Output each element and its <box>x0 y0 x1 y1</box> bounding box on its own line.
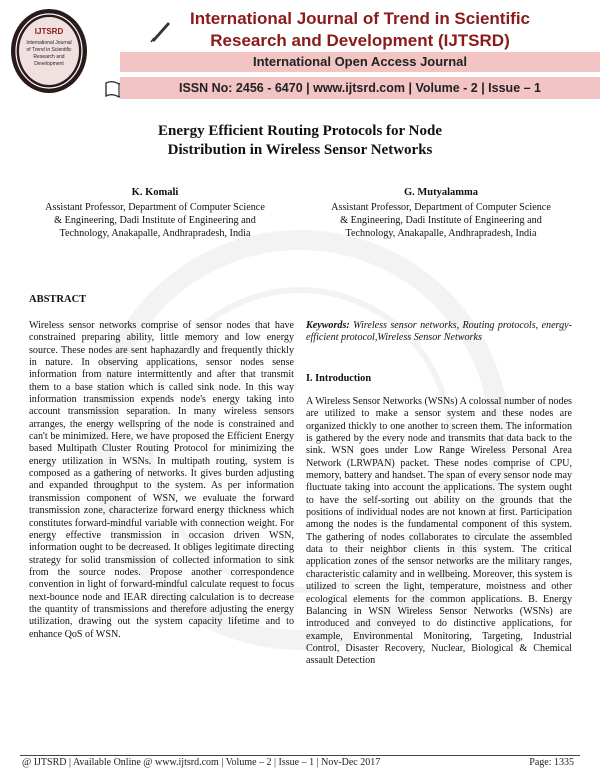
author-affiliation: & Engineering, Dadi Institute of Engineering and <box>340 215 542 226</box>
abstract-heading: ABSTRACT <box>29 294 87 305</box>
logo-line: IJTSRD <box>34 27 64 36</box>
journal-title-line1: International Journal of Trend in Scientific <box>189 9 531 28</box>
author-affiliation: Technology, Anakapalle, Andhrapradesh, India <box>59 228 251 239</box>
author-affiliation: Assistant Professor, Department of Computer Science <box>45 202 265 213</box>
introduction-heading: I. Introduction <box>306 373 372 384</box>
keywords-text: Wireless sensor networks, Routing protocols, energy-efficient protocol,Wireless Sensor Networks <box>306 320 572 344</box>
journal-logo <box>8 6 90 96</box>
author-affiliation: & Engineering, Dadi Institute of Engineering and <box>54 215 256 226</box>
logo-line: Research and <box>33 54 65 60</box>
footer-text: @ IJTSRD | Available Online @ www.ijtsrd.com | Volume – 2 | Issue – 1 | Nov-Dec 2017 <box>22 757 381 768</box>
logo-line: Development <box>34 61 64 67</box>
author-name: G. Mutyalamma <box>403 187 479 198</box>
journal-title-line2: Research and Development (IJTSRD) <box>210 31 510 50</box>
page-footer <box>22 757 582 768</box>
page-number: Page: 1335 <box>529 757 574 768</box>
author-block <box>306 186 576 240</box>
paper-title <box>60 122 540 160</box>
author-block <box>20 186 290 240</box>
logo-line: International Journal <box>26 40 72 46</box>
paper-title-line2: Distribution in Wireless Sensor Networks <box>167 142 433 158</box>
author-affiliation: Technology, Anakapalle, Andhrapradesh, India <box>345 228 537 239</box>
author-name: K. Komali <box>131 187 179 198</box>
author-affiliation: Assistant Professor, Department of Computer Science <box>331 202 551 213</box>
issn-banner: ISSN No: 2456 - 6470 | www.ijtsrd.com | Volume - 2 | Issue – 1 <box>120 77 600 99</box>
abstract-text: Wireless sensor networks comprise of sensor nodes that have constrained preparing ability, little memory and low energy source. These nodes are sent haphazardly and frequently thickly in nature. In observing applications, sensor nodes sense information from nature intermittently and after that transmit them to a base station which is called sink node. In this way information transmission expends node's energy taking into account transmission separation. In many wireless sensors arranges, the energy wellspring of the node is constrained and can't be minimized. Here, we have proposed the Efficient Energy based Multipath Cluster Routing Protocol for minimizing the energy utilization in WSNs. In multipath routing, system is composed as a gathering of networks. It gives burden adjusting and expanded throughput to the system. As per information transmission component of WSN, we evaluate the forward transmission zone, characterize forward energy thickness which constitutes forward-mindful variable with connection weight. For energy effective transmission in occasion driven WSN, information ought to be decreased. It obliges legitimate directing strategy for solid transmission of collected information to sink from the source nodes. Propose another correspondence convention in light of forward-mindful calculate request to focus next-bounce node and IEAR directing calculation is to decrease the quantity of transmissions and therefore adjusting the energy utilization, drawing out the system capacity lifetime and to enhance QoS of WSN. <box>29 320 294 640</box>
paper-title-line1: Energy Efficient Routing Protocols for Node <box>158 123 442 139</box>
logo-line: of Trend in Scientific <box>26 47 72 53</box>
keywords <box>306 320 572 345</box>
keywords-label: Keywords: <box>306 320 350 331</box>
footer-divider <box>20 755 580 756</box>
introduction-text: A Wireless Sensor Networks (WSNs) A colossal number of nodes are utilized to make a sensor system and these nodes are organized thickly to one another to screen them. The information is gathered by the every node and transmits that data back to the sink. WSN goes under Low Range Wireless Personal Area Network (LRWPAN) packet. These nodes comprise of CPU, memory, battery and handset. The span of every sensor node may fluctuate taking into account the applications. The system ought to have the self-sorting out ability on the grounds that the positions of individual nodes are not known at first. Participation among the nodes is the fundamental component of this system. The gathering of nodes collaborates to circulate the assembled data to their neighbor clients in this system. The critical application zones of the sensor networks are the military ranges, characteristic calamity and in wellbeing. Moreover, this system is utilized to screen the light, temperature, moistness and other ecological elements for the common applications. B. Energy Balancing in WSN Wireless Sensor Networks (WSNs) are introduced and conveyed to do distinctive applications, for example, Environmental Monitoring, Targeting, Industrial Control, Disaster Recovery, Nuclear, Biological & Chemical assault Detection <box>306 396 572 667</box>
journal-title <box>140 8 580 52</box>
open-access-banner: International Open Access Journal <box>120 52 600 72</box>
